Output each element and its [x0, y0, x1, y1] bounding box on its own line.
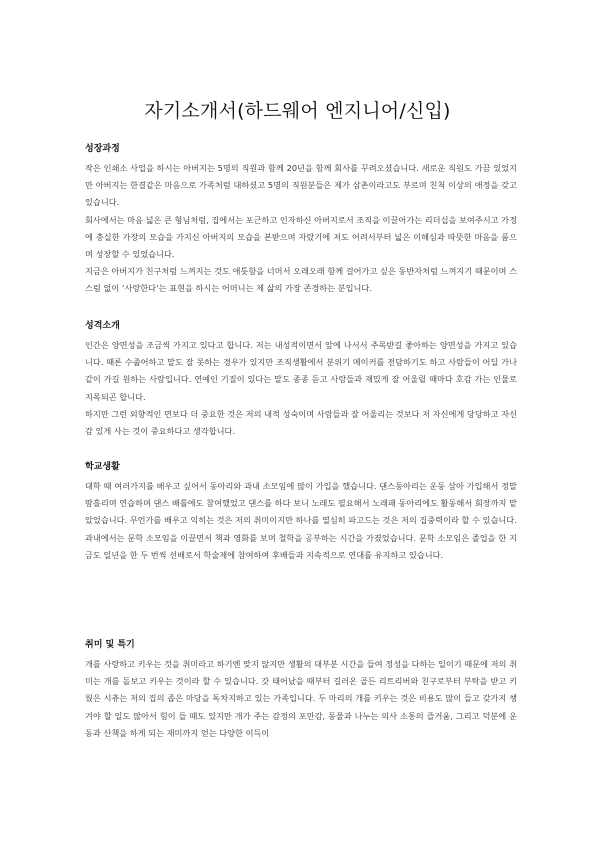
section-school-life	[85, 460, 517, 564]
section-heading: 학교생활	[85, 462, 120, 472]
paragraph: 과내에서는 문학 소모임을 이끌면서 책과 영화를 보며 철학을 공부하는 시간을 가졌었습니다. 문학 소모임은 졸업을 한 지금도 일년을 한 두 번씩 선배로서 학술제에 참여하여 후배들과 지속적으로 연대를 유지하고 있습니다.	[85, 532, 517, 560]
section-personality	[85, 319, 517, 440]
paragraph: 하지만 그런 외향적인 면보다 더 중요한 것은 저의 내적 성숙이며 사람들과 잘 어울리는 것보다 저 자신에게 당당하고 자신감 있게 사는 것이 중요하다고 생각합니다.	[85, 408, 517, 437]
section-heading: 성격소개	[85, 321, 120, 331]
paragraph: 인간은 양면성을 조금씩 가지고 있다고 합니다. 저는 내성적이면서 앞에 나서서 주목받길 좋아하는 양면성을 가지고 있습니다. 때론 수줍어하고 말도 잘 못하는 경우가 있지만 조직생활에서 분위기 메이커를 전담하기도 하고 사람들이 어딜 가나 같이 가길 원하는 사람입니다. 연예인 기질이 있다는 말도 종종 듣고 사람들과 재밌게 잘 어울릴 때마다 호감 가는 인물로 지목되곤 합니다.	[85, 340, 517, 402]
paragraph: 지금은 아버지가 친구처럼 느껴지는 것도 애틋함을 너머서 오래오래 함께 걸어가고 싶은 동반자처럼 느껴지기 때문이며 스스럼 없이 ‘사랑한다’는 표현을 하시는 어머니는 제 삶의 가장 존경하는 분입니다.	[85, 266, 517, 294]
paragraph: 개를 사랑하고 키우는 것을 취미라고 하기엔 맞지 않지만 생활의 대부분 시간을 들여 정성을 다하는 일이기 때문에 저의 취미는 개를 돌보고 키우는 것이라 할 수 있습니다. 갓 태어났을 때부터 길러온 골든 리트리버와 친구로부터 부탁을 받고 키웠은 시츄는 저의 집의 좁은 마당을 독차지하고 있는 가족입니다. 두 마리의 개를 키우는 것은 비용도 많이 들고 갖가지 챙겨야 할 일도 많아서 힘이 들 때도 있지만 개가 주는 감정의 포만감, 동물과 나누는 의사 소통의 즐거움, 그리고 덕분에 운동과 산책을 하게 되는 재미까지 얻는 다양한 이득이	[85, 659, 517, 738]
paragraph: 회사에서는 마음 넓은 큰 형님처럼, 집에서는 포근하고 인자하신 아버지로서 조직을 이끌어가는 리더십을 보여주시고 가정에 충실한 가장의 모습을 가지신 아버지의 모습을 본받으며 자랐기에 저도 어려서부터 넓은 이해심과 따뜻한 마음을 품으며 성장할 수 있었습니다.	[85, 214, 517, 260]
paragraph: 대학 때 여러가지를 배우고 싶어서 동아리와 과내 소모임에 많이 가입을 했습니다. 댄스동아리는 운동 삼아 가입해서 정말 땀흘리며 연습하며 댄스 배틀에도 참여했었고 댄스를 하다 보니 노래도 필요해서 노래패 동아리에도 활동해서 회장까지 맡았었습니다. 무언가를 배우고 익히는 것은 저의 취미이지만 하나를 열심히 파고드는 것은 저의 집중력이라 할 수 있습니다.	[85, 481, 517, 526]
section-heading: 취미 및 특기	[85, 640, 135, 650]
section-hobbies	[85, 638, 517, 742]
document-title: 자기소개서(하드웨어 엔지니어/신입)	[144, 100, 451, 122]
section-growth	[85, 142, 517, 298]
section-heading: 성장과정	[85, 144, 120, 154]
paragraph: 작은 인쇄소 사업을 하시는 아버지는 5명의 직원과 함께 20년을 함께 회사를 꾸려오셨습니다. 새로운 직원도 가끔 있었지만 아버지는 한결같은 마음으로 가족처럼 대하셨고 5명의 직원분들은 제가 삼촌이라고도 부르며 친척 이상의 애정을 갖고 있습니다.	[85, 163, 517, 208]
